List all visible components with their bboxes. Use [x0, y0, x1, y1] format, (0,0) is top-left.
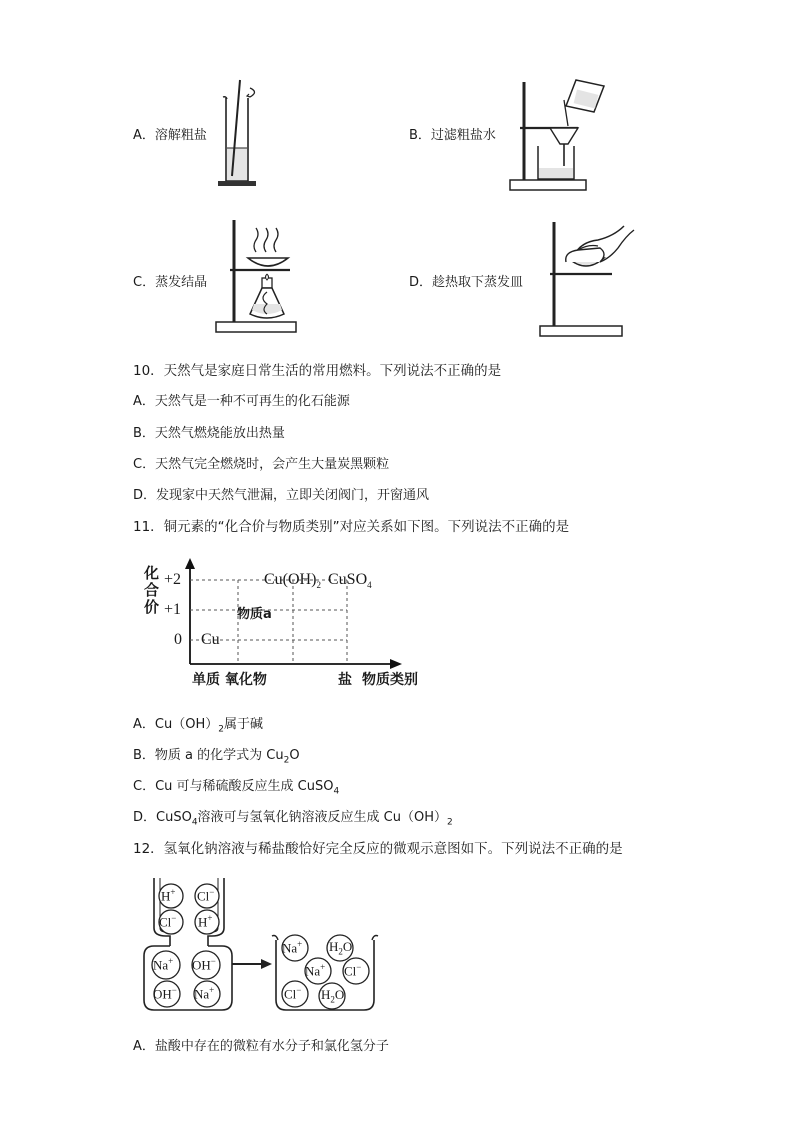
particle-h-plus-1: H+ — [161, 887, 176, 904]
gridlines — [190, 580, 347, 664]
q10-stem: 10．天然气是家庭日常生活的常用燃料。下列说法不正确的是 — [133, 363, 502, 379]
q9-option-c: C．蒸发结晶 — [133, 275, 208, 290]
point-cuso4: CuSO$_4$ — [328, 571, 372, 591]
q10-option-d: D．发现家中天然气泄漏，立即关闭阀门，开窗通风 — [133, 488, 430, 503]
q9-option-a: A．溶解粗盐 — [133, 128, 207, 143]
remove-dish-apparatus-illustration — [538, 218, 638, 340]
q9-option-d: D．趁热取下蒸发皿 — [409, 275, 524, 290]
y-axis-title: 化合价 — [144, 566, 160, 616]
particle-oh-minus-1: OH− — [192, 956, 216, 973]
particle-cl-minus-4: Cl− — [284, 985, 302, 1002]
point-cu: Cu — [201, 631, 220, 648]
x-categories: 单质 氧化物 — [192, 672, 267, 688]
evaporation-apparatus-illustration — [212, 218, 302, 336]
y-tick-zero: 0 — [174, 631, 182, 648]
particle-cl-minus-1: Cl− — [197, 887, 215, 904]
y-tick-plus2: +2 — [164, 571, 182, 588]
q9-option-b: B．过滤粗盐水 — [409, 128, 496, 143]
y-tick-plus1: +1 — [164, 601, 182, 618]
particle-na-plus-1: Na+ — [153, 956, 174, 973]
valence-chart — [140, 556, 440, 696]
particle-cl-minus-2: Cl− — [159, 913, 177, 930]
q11-stem: 11．铜元素的“化合价与物质类别”对应关系如下图。下列说法不正确的是 — [133, 519, 570, 535]
q11-option-b: B．物质 a 的化学式为 $Cu_2O$ — [133, 748, 300, 766]
reaction-diagram-containers — [140, 876, 390, 1016]
y-axis-arrow — [185, 558, 195, 569]
q12-option-a: A．盐酸中存在的微粒有水分子和氯化氢分子 — [133, 1039, 389, 1054]
q11-option-d: D．CuSO$_4$溶液可与氢氧化钠溶液反应生成 $Cu(OH)_2$ — [133, 810, 453, 828]
x-axis-title: 物质类别 — [362, 672, 418, 688]
x-axis-arrow — [390, 659, 402, 669]
filtration-apparatus-illustration — [508, 76, 618, 194]
particle-na-plus-2: Na+ — [194, 985, 215, 1002]
q12-stem: 12．氢氧化钠溶液与稀盐酸恰好完全反应的微观示意图如下。下列说法不正确的是 — [133, 841, 623, 857]
q10-option-b: B．天然气燃烧能放出热量 — [133, 426, 285, 441]
particle-cl-minus-3: Cl− — [344, 962, 362, 979]
q11-option-c: C．Cu 可与稀硫酸反应生成 CuSO$_4$ — [133, 779, 340, 797]
particle-oh-minus-2: OH− — [153, 985, 177, 1002]
q11-option-a: A．$Cu(OH)_2$属于碱 — [133, 717, 263, 735]
x-category-salt: 盐 — [338, 672, 352, 688]
particle-na-plus-4: Na+ — [305, 962, 326, 979]
point-cuoh2: $Cu(OH)_2$ — [264, 571, 321, 591]
q10-option-c: C．天然气完全燃烧时，会产生大量炭黑颗粒 — [133, 457, 390, 472]
reaction-diagram — [140, 876, 390, 1016]
particle-h2o-2: $H_2O$ — [321, 987, 345, 1005]
q10-option-a: A．天然气是一种不可再生的化石能源 — [133, 394, 350, 409]
particle-h-plus-2: H+ — [198, 913, 213, 930]
particle-h2o-1: $H_2O$ — [329, 939, 353, 957]
point-substance-a: 物质a — [237, 607, 272, 622]
dissolve-apparatus-illustration — [210, 78, 270, 190]
particle-na-plus-3: Na+ — [282, 939, 303, 956]
